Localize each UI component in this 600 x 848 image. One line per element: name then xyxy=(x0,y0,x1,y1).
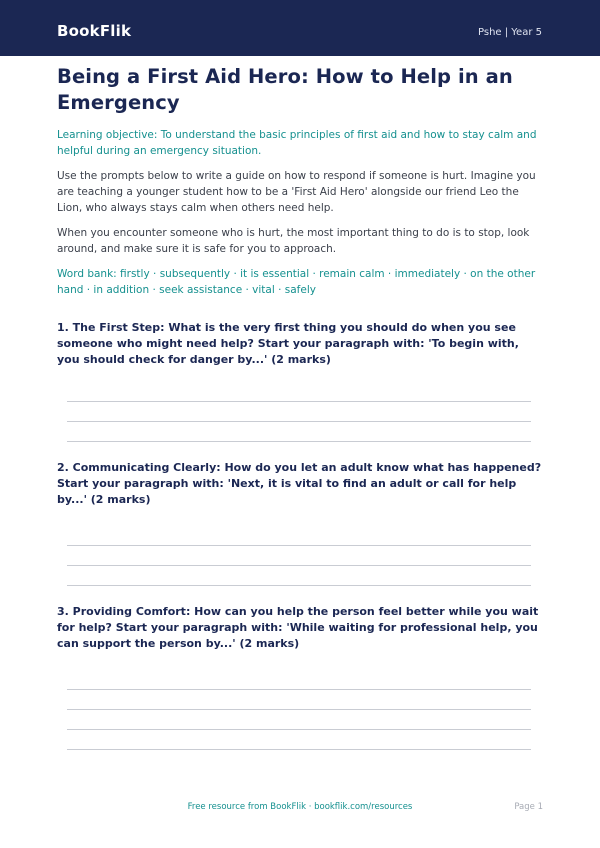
question-2: 2. Communicating Clearly: How do you let an adult know what has happened? Start your paragraph with: 'Next, it is vital to find an adult or call for help by...' (2 marks) xyxy=(57,461,542,506)
page-header xyxy=(0,0,600,56)
page-number: Page 1 xyxy=(514,802,543,812)
answer-lines-1[interactable] xyxy=(67,382,531,442)
footer-resource-link[interactable]: Free resource from BookFlik · bookflik.com/resources xyxy=(187,802,413,812)
intro-paragraph-2: When you encounter someone who is hurt, the most important thing to do is to stop, look around, and make sure it is safe for you to approach. xyxy=(57,227,530,255)
intro-paragraph-1: Use the prompts below to write a guide on how to respond if someone is hurt. Imagine you are teaching a younger student how to be a 'First Aid Hero' alongside our friend Leo the Lion, who always stays calm when others need help. xyxy=(57,170,536,214)
answer-line[interactable] xyxy=(67,670,531,690)
answer-line[interactable] xyxy=(67,710,531,730)
answer-line[interactable] xyxy=(67,382,531,402)
question-1: 1. The First Step: What is the very first thing you should do when you see someone who might need help? Start your paragraph with: 'To begin with, you should check for danger by...' (2 marks) xyxy=(57,321,519,366)
subject-year-label: Pshe | Year 5 xyxy=(478,27,542,38)
answer-line[interactable] xyxy=(67,402,531,422)
worksheet-content xyxy=(57,64,543,750)
answer-lines-3[interactable] xyxy=(67,670,531,750)
answer-line[interactable] xyxy=(67,730,531,750)
question-3: 3. Providing Comfort: How can you help the person feel better while you wait for help? Start your paragraph with: 'While waiting for professional help, you can support the person by...' (2 marks) xyxy=(57,605,539,650)
answer-lines-2[interactable] xyxy=(67,526,531,586)
answer-line[interactable] xyxy=(67,546,531,566)
brand-logo: BookFlik xyxy=(57,22,132,40)
word-bank: Word bank: firstly · subsequently · it is essential · remain calm · immediately · on the other hand · in addition · seek assistance · vital · safely xyxy=(57,268,536,296)
answer-line[interactable] xyxy=(67,526,531,546)
answer-line[interactable] xyxy=(67,422,531,442)
learning-objective: Learning objective: To understand the basic principles of first aid and how to stay calm and helpful during an emergency situation. xyxy=(57,129,537,157)
page-title: Being a First Aid Hero: How to Help in an Emergency xyxy=(57,65,513,114)
answer-line[interactable] xyxy=(67,566,531,586)
answer-line[interactable] xyxy=(67,690,531,710)
